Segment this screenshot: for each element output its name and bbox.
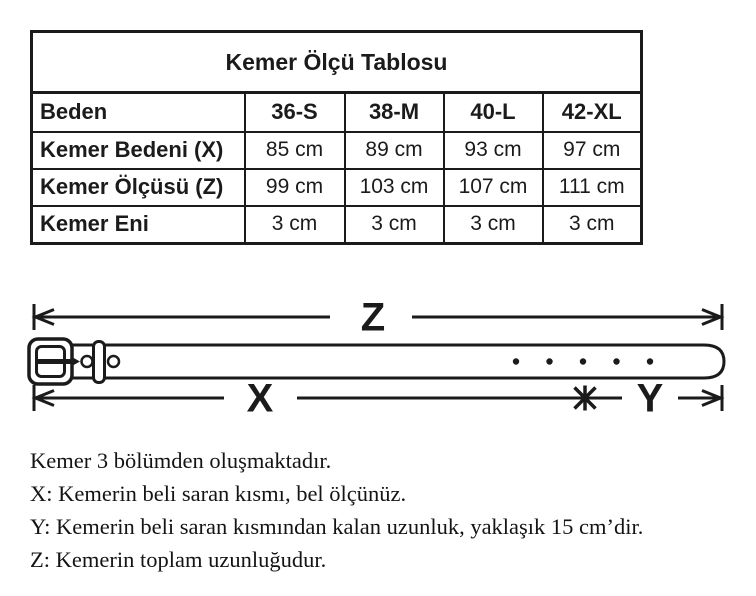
column-header-38m: 38-M (345, 93, 444, 133)
cell-value: 3 cm (444, 206, 543, 244)
row-label: Kemer Bedeni (X) (32, 132, 245, 169)
y-label: Y (636, 376, 664, 421)
table-title-row (32, 32, 642, 93)
table-header-row (32, 93, 642, 133)
note-line-x: X: Kemerin beli saran kısmı, bel ölçünüz. (30, 481, 407, 506)
cell-value: 99 cm (245, 169, 345, 206)
cell-value: 3 cm (245, 206, 345, 244)
notes-block (30, 444, 643, 576)
column-header-42xl: 42-XL (543, 93, 642, 133)
belt-strap (70, 345, 724, 378)
note-line-z: Z: Kemerin toplam uzunluğudur. (30, 547, 327, 572)
cell-value: 103 cm (345, 169, 444, 206)
note-line-y: Y: Kemerin beli saran kısmından kalan uzunluk, yaklaşık 15 cm’dir. (30, 514, 644, 539)
cell-value: 97 cm (543, 132, 642, 169)
size-table (30, 30, 643, 245)
table-row-kemer-olcusu (32, 169, 642, 206)
column-header-beden: Beden (32, 93, 245, 133)
cell-value: 111 cm (543, 169, 642, 206)
column-header-40l: 40-L (444, 93, 543, 133)
z-label: Z (360, 295, 386, 340)
y-dimension-arrow (637, 377, 722, 421)
table-row-kemer-eni (32, 206, 642, 244)
cell-value: 89 cm (345, 132, 444, 169)
x-label: X (246, 376, 274, 421)
row-label: Kemer Eni (32, 206, 245, 244)
belt-dimension-diagram (0, 280, 756, 440)
column-header-36s: 36-S (245, 93, 345, 133)
z-dimension-arrow (34, 296, 722, 340)
cell-value: 85 cm (245, 132, 345, 169)
note-line-intro: Kemer 3 bölümden oluşmaktadır. (30, 448, 332, 473)
cell-value: 3 cm (543, 206, 642, 244)
belt-hole (82, 356, 93, 367)
cell-value: 3 cm (345, 206, 444, 244)
table-title: Kemer Ölçü Tablosu (32, 32, 642, 93)
belt-illustration (29, 339, 724, 384)
row-label: Kemer Ölçüsü (Z) (32, 169, 245, 206)
table-row-kemer-bedeni (32, 132, 642, 169)
belt-keeper-loop (94, 342, 105, 383)
belt-hole (108, 356, 119, 367)
cell-value: 93 cm (444, 132, 543, 169)
cell-value: 107 cm (444, 169, 543, 206)
x-dimension-arrow (34, 377, 622, 421)
